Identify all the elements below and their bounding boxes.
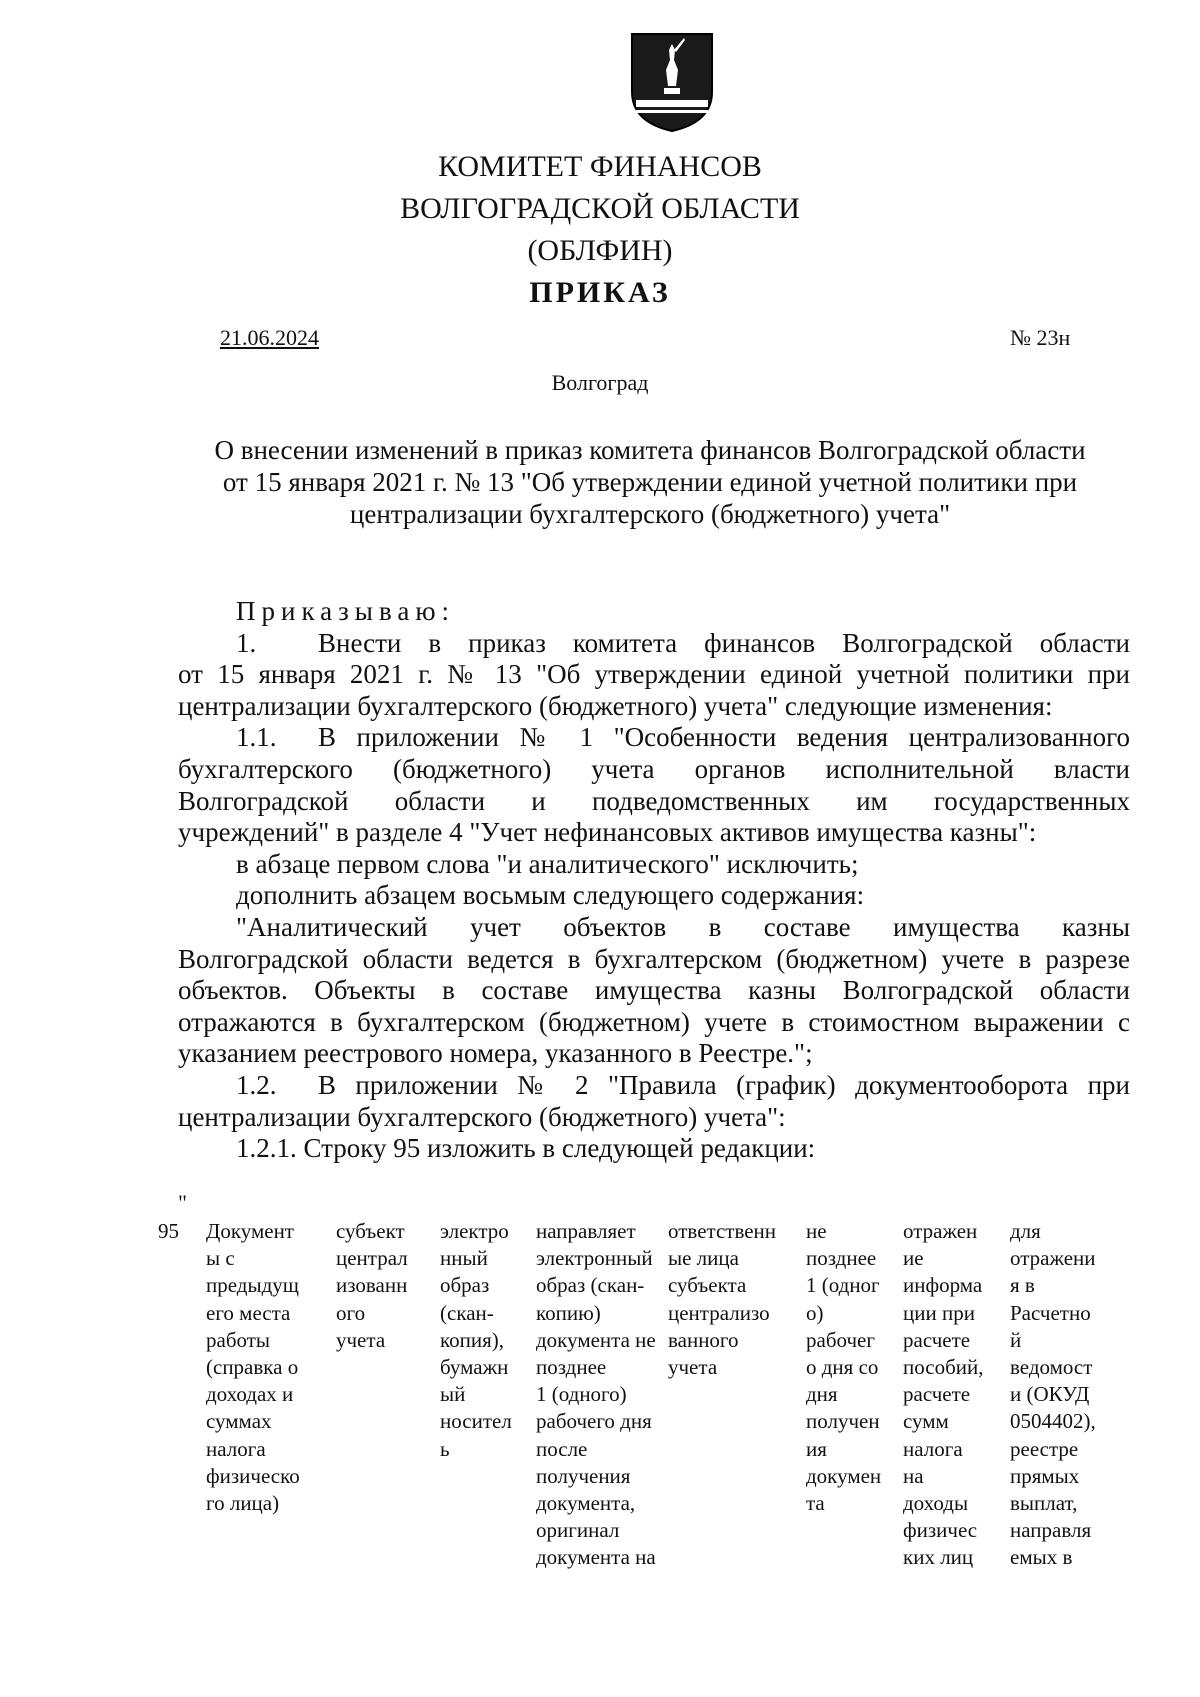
table-cell-line: направляет	[536, 1219, 636, 1243]
table-cell-line: копия),	[440, 1327, 505, 1352]
table-cell-line: (справка о	[206, 1355, 299, 1380]
paragraph-a: в абзаце первом слова "и аналитического" исключить;	[236, 848, 859, 879]
table-cell-line: го лица)	[206, 1491, 280, 1516]
table-cell-line: субъекта	[668, 1273, 747, 1298]
table-cell-line: учета	[336, 1327, 386, 1352]
document-body	[178, 596, 1130, 1165]
item-1-1-line-1	[178, 722, 1130, 754]
title-line-3: централизации бухгалтерского (бюджетного) учета"	[349, 499, 951, 529]
item-1-1-line-4: учреждений" в разделе 4 "Учет нефинансовых активов имущества казны":	[178, 817, 1037, 848]
table-cell-line: Расчетно	[1010, 1300, 1091, 1325]
table-cell-line: предыдущ	[206, 1273, 299, 1298]
table-cell-line: (скан-	[440, 1300, 494, 1325]
table-cell-line: прямых	[1010, 1463, 1080, 1488]
table-cell-line: реестре	[1010, 1436, 1079, 1461]
table-cell-line: получения	[536, 1463, 631, 1488]
table-col-8	[1010, 1218, 1096, 1572]
table-cell-line: суммах	[206, 1409, 272, 1434]
item-1-2-number: 1.2.	[236, 1069, 277, 1100]
table-cell-line: ведомост	[1010, 1355, 1093, 1380]
document-type: ПРИКАЗ	[529, 276, 671, 309]
table-cell-line: его места	[206, 1300, 291, 1325]
table-cell-line: ие	[903, 1246, 924, 1271]
item-1-number: 1.	[236, 627, 257, 658]
table-cell-line: и (ОКУД	[1010, 1382, 1090, 1407]
table-cell-line: расчете	[903, 1382, 971, 1407]
organization-name	[0, 146, 1200, 272]
table-cell-line: физичес	[903, 1518, 978, 1543]
table-cell-line: ого	[336, 1300, 366, 1325]
title-line-2: от 15 января 2021 г. № 13 "Об утверждении единой учетной политики при	[222, 467, 1078, 497]
table-cell-line: рабочего дня	[536, 1409, 652, 1434]
document-date: 21.06.2024	[220, 325, 319, 350]
table-cell-line: оригинал	[536, 1518, 620, 1543]
table-cell-line: сумм	[903, 1409, 949, 1434]
table-col-7	[903, 1218, 984, 1572]
item-1-2-text: В приложении № 2 "Правила (график) документооборота при	[318, 1069, 1130, 1100]
document-title	[170, 434, 1130, 530]
table-cell-line: ы с	[206, 1246, 235, 1271]
table-cell-line: после	[536, 1436, 588, 1461]
document-number: № 23н	[1010, 325, 1071, 350]
table-cell-line: субъект	[336, 1219, 405, 1243]
table-cell-line: позднее	[536, 1355, 607, 1380]
item-1-1-line-2: бухгалтерского (бюджетного) учета органов исполнительной власти	[178, 753, 1130, 784]
table-cell-line: учета	[668, 1355, 718, 1380]
coat-of-arms-emblem	[628, 30, 716, 134]
table-cell-line: направля	[1010, 1518, 1092, 1543]
table-cell-line: нный	[440, 1246, 488, 1271]
table-cell-line: отражени	[1010, 1246, 1096, 1271]
table-cell-line: физическо	[206, 1463, 300, 1488]
document-city: Волгоград	[551, 370, 649, 395]
table-cell-line: ия	[806, 1436, 827, 1461]
table-cell-line: ванного	[668, 1327, 739, 1352]
quote-line-1: "Аналитический учет объектов в составе имущества казны	[236, 911, 1130, 942]
item-1-line-1	[178, 628, 1130, 660]
table-col-3	[440, 1218, 512, 1463]
table-cell-line: ые лица	[668, 1246, 739, 1271]
table-cell-line: Документ	[206, 1219, 294, 1243]
table-cell-line: изованн	[336, 1273, 408, 1298]
table-cell-line: отражен	[903, 1219, 978, 1243]
quote-line-4: отражаются в бухгалтерском (бюджетном) учете в стоимостном выражении с	[178, 1006, 1130, 1037]
table-cell-line: документа на	[536, 1545, 656, 1570]
table-cell-line: емых в	[1010, 1545, 1073, 1570]
paragraph-b: дополнить абзацем восьмым следующего содержания:	[236, 880, 865, 911]
table-cell-line: ции при	[903, 1300, 975, 1325]
org-line-3: (ОБЛФИН)	[527, 234, 673, 267]
table-cell-line: образ	[440, 1273, 490, 1298]
table-cell-line: налога	[206, 1436, 266, 1461]
item-1-1-text: В приложении № 1 "Особенности ведения централизованного	[318, 722, 1130, 753]
order-word: Приказываю:	[236, 596, 455, 626]
quote-line-5: указанием реестрового номера, указанного в Реестре.";	[178, 1038, 813, 1069]
table-cell-line: не	[806, 1219, 827, 1243]
table-cell-line: документа,	[536, 1491, 636, 1516]
table-cell-line: ответственн	[668, 1219, 777, 1243]
table-cell-line: дня	[806, 1382, 838, 1407]
table-cell-line: носител	[440, 1409, 512, 1434]
table-cell-line: я в	[1010, 1273, 1035, 1298]
table-cell-line: копию)	[536, 1300, 601, 1325]
table-cell-line: 1 (одног	[806, 1273, 880, 1298]
table-cell-line: расчете	[903, 1327, 971, 1352]
item-1-1-number: 1.1.	[236, 722, 277, 753]
table-cell-line: й	[1010, 1327, 1022, 1352]
quote-line-2: Волгоградской области ведется в бухгалтерском (бюджетном) учете в разрезе	[178, 943, 1130, 974]
table-cell-line: электронный	[536, 1246, 653, 1271]
table-cell-line: централизо	[668, 1300, 770, 1325]
table-cell-line: доходы	[903, 1491, 969, 1516]
row-number: 95	[158, 1219, 179, 1243]
table-row-number	[158, 1218, 179, 1245]
item-1-line-2: от 15 января 2021 г. № 13 "Об утверждении единой учетной политики при	[178, 659, 1130, 690]
table-col-6	[806, 1218, 881, 1517]
table-cell-line: образ (скан-	[536, 1273, 645, 1298]
item-1-1-line-3: Волгоградской области и подведомственных им государственных	[178, 785, 1130, 816]
table-cell-line: 0504402),	[1010, 1409, 1096, 1434]
table-cell-line: 1 (одного)	[536, 1382, 627, 1407]
table-cell-line: ый	[440, 1382, 466, 1407]
table-cell-line: докумен	[806, 1463, 882, 1488]
table-cell-line: о)	[806, 1300, 824, 1325]
table-cell-line: позднее	[806, 1246, 877, 1271]
item-1-2-line-1	[178, 1070, 1130, 1102]
table-cell-line: налога	[903, 1436, 963, 1461]
table-col-1	[206, 1218, 300, 1517]
table-cell-line: электро	[440, 1219, 509, 1243]
table-cell-line: на	[903, 1463, 924, 1488]
table-col-5	[668, 1218, 776, 1381]
table-cell-line: бумажн	[440, 1355, 509, 1380]
table-col-4	[536, 1218, 656, 1572]
table-open-quote: "	[178, 1190, 187, 1215]
table-cell-line: получен	[806, 1409, 880, 1434]
table-cell-line: та	[806, 1491, 825, 1516]
item-1-text: Внести в приказ комитета финансов Волгоградской области	[318, 627, 1130, 658]
table-cell-line: ь	[440, 1436, 450, 1461]
table-cell-line: информа	[903, 1273, 983, 1298]
title-line-1: О внесении изменений в приказ комитета финансов Волгоградской области	[214, 435, 1086, 465]
table-cell-line: доходах и	[206, 1382, 294, 1407]
table-cell-line: документа не	[536, 1327, 656, 1352]
table-cell-line: ких лиц	[903, 1545, 974, 1570]
item-1-2-line-2: централизации бухгалтерского (бюджетного) учета":	[178, 1101, 786, 1132]
org-line-1: КОМИТЕТ ФИНАНСОВ	[438, 150, 762, 183]
table-cell-line: пособий,	[903, 1355, 984, 1380]
table-cell-line: о дня со	[806, 1355, 879, 1380]
table-cell-line: рабочег	[806, 1327, 875, 1352]
org-line-2: ВОЛГОГРАДСКОЙ ОБЛАСТИ	[400, 192, 800, 225]
item-1-line-3: централизации бухгалтерского (бюджетного) учета" следующие изменения:	[178, 690, 1053, 721]
table-cell-line: для	[1010, 1219, 1041, 1243]
item-1-2-1: 1.2.1. Строку 95 изложить в следующей редакции:	[236, 1133, 816, 1164]
table-cell-line: работы	[206, 1327, 271, 1352]
table-cell-line: выплат,	[1010, 1491, 1078, 1516]
table-col-2	[336, 1218, 408, 1354]
table-cell-line: централ	[336, 1246, 408, 1271]
quote-line-3: объектов. Объекты в составе имущества казны Волгоградской области	[178, 975, 1130, 1006]
